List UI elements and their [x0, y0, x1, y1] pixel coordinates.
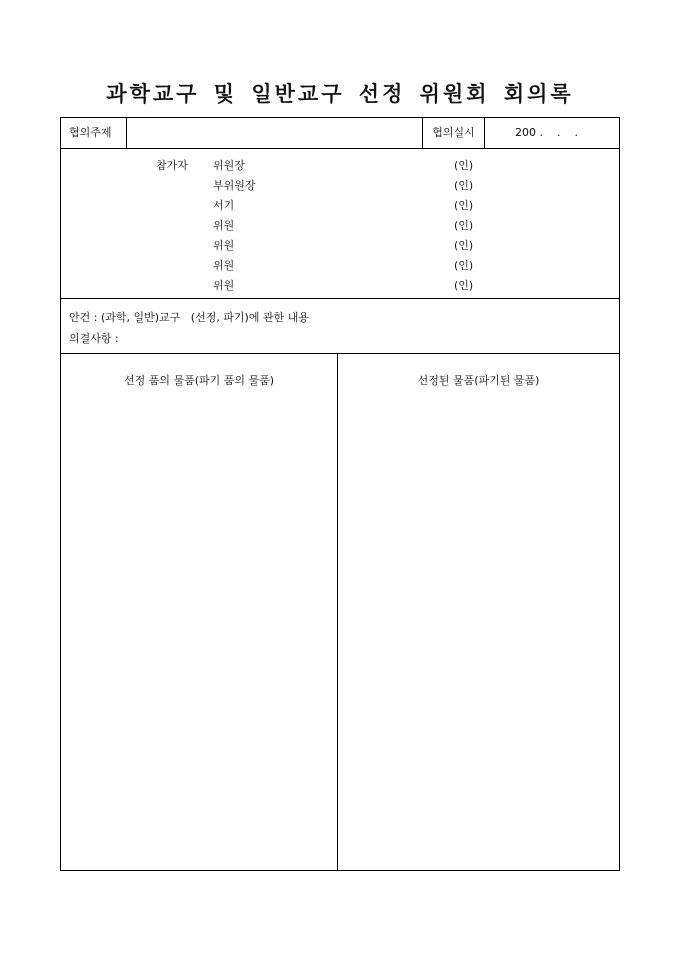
- participants-section: [61, 149, 619, 299]
- seal-mark: (인): [454, 279, 474, 292]
- minutes-form: [60, 117, 620, 871]
- participant-role: 부위원장: [213, 179, 256, 192]
- subject-label: 협의주제: [61, 118, 127, 148]
- date-field[interactable]: 200 . . .: [515, 126, 578, 139]
- seal-mark: (인): [454, 199, 474, 212]
- header-row: [61, 118, 619, 149]
- participant-role: 위원장: [213, 159, 245, 172]
- resolution-line: 의결사항 :: [69, 332, 119, 345]
- participant-role: 서기: [213, 199, 235, 212]
- agenda-line: 안건 : (과학, 일반)교구 (선정, 파기)에 관한 내용: [69, 311, 309, 324]
- seal-mark: (인): [454, 159, 474, 172]
- proposed-items-column[interactable]: [61, 354, 338, 870]
- selected-items-column[interactable]: [338, 354, 619, 870]
- participant-role: 위원: [213, 259, 235, 272]
- document-title: 과학교구 및 일반교구 선정 위원회 회의록: [106, 81, 574, 106]
- seal-mark: (인): [454, 219, 474, 232]
- subject-field[interactable]: [127, 118, 423, 148]
- participant-role: 위원: [213, 239, 235, 252]
- date-label: 협의실시: [423, 118, 485, 148]
- agenda-section: [61, 299, 619, 354]
- seal-mark: (인): [454, 239, 474, 252]
- seal-mark: (인): [454, 259, 474, 272]
- selected-items-heading: 선정된 물품(파기된 물품): [417, 374, 540, 387]
- participant-role: 위원: [213, 279, 235, 292]
- participants-heading: 참가자: [156, 159, 188, 172]
- participant-role: 위원: [213, 219, 235, 232]
- seal-mark: (인): [454, 179, 474, 192]
- proposed-items-heading: 선정 품의 물품(파기 품의 물품): [123, 374, 275, 387]
- items-section: [61, 354, 619, 870]
